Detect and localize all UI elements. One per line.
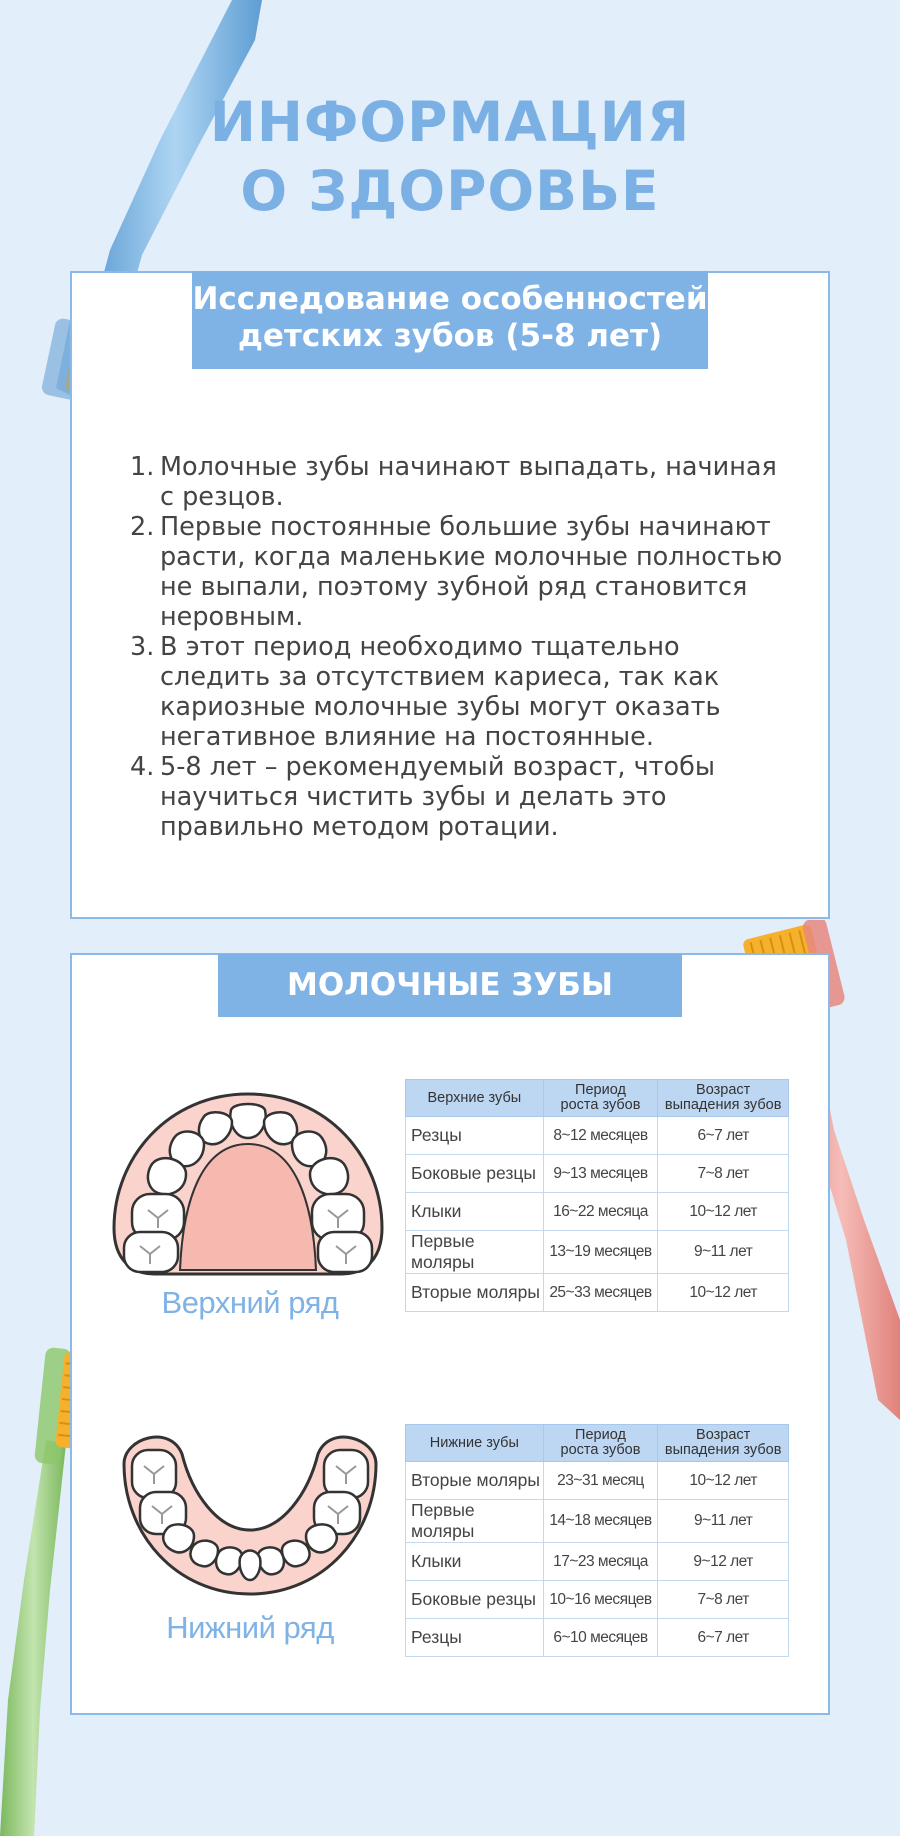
column-header: Возраст выпадения зубов: [658, 1080, 789, 1117]
table-row: [406, 1117, 789, 1155]
table-row: [406, 1193, 789, 1231]
table-row: [406, 1500, 789, 1543]
loss-age: 7~8 лет: [658, 1581, 789, 1619]
table-row: [406, 1619, 789, 1657]
loss-age: 10~12 лет: [658, 1274, 789, 1312]
list-item: [130, 452, 790, 512]
loss-age: 7~8 лет: [658, 1155, 789, 1193]
title-line-1: ИНФОРМАЦИЯ: [209, 90, 691, 154]
list-item-number: 3.: [130, 632, 155, 662]
growth-period: 14~18 месяцев: [543, 1500, 658, 1543]
growth-period: 16~22 месяца: [543, 1193, 658, 1231]
list-item: [130, 512, 790, 632]
table-row: [406, 1543, 789, 1581]
growth-period: 17~23 месяца: [543, 1543, 658, 1581]
table-row: [406, 1231, 789, 1274]
research-heading-line-1: Исследование особенностей: [192, 281, 708, 317]
research-heading: [192, 271, 708, 369]
table-header-row: [406, 1425, 789, 1462]
growth-period: 23~31 месяц: [543, 1462, 658, 1500]
tooth-name: Вторые моляры: [406, 1274, 544, 1312]
column-header: Период роста зубов: [543, 1425, 658, 1462]
loss-age: 6~7 лет: [658, 1619, 789, 1657]
page-title: [0, 88, 900, 226]
tooth-name: Клыки: [406, 1543, 544, 1581]
research-heading-line-2: детских зубов (5-8 лет): [237, 318, 663, 354]
table-header-row: [406, 1080, 789, 1117]
column-header: Возраст выпадения зубов: [658, 1425, 789, 1462]
title-line-2: О ЗДОРОВЬЕ: [240, 158, 660, 223]
lower-jaw-icon: [118, 1424, 382, 1600]
column-header: Нижние зубы: [406, 1425, 544, 1462]
growth-period: 13~19 месяцев: [543, 1231, 658, 1274]
loss-age: 10~12 лет: [658, 1462, 789, 1500]
upper-jaw-label: Верхний ряд: [161, 1285, 339, 1320]
upper-teeth-table: [405, 1079, 789, 1312]
research-list: [130, 452, 790, 842]
growth-period: 9~13 месяцев: [543, 1155, 658, 1193]
tooth-name: Резцы: [406, 1117, 544, 1155]
list-item-text: Первые постоянные большие зубы начинают расти, когда маленькие молочные полностью не выпали, поэтому зубной ряд становится неровным.: [160, 512, 783, 632]
list-item: [130, 632, 790, 752]
lower-jaw-label: Нижний ряд: [166, 1610, 334, 1645]
tooth-name: Резцы: [406, 1619, 544, 1657]
tooth-name: Клыки: [406, 1193, 544, 1231]
growth-period: 10~16 месяцев: [543, 1581, 658, 1619]
list-item-text: В этот период необходимо тщательно следить за отсутствием кариеса, так как кариозные молочные зубы могут оказать негативное влияние на постоянные.: [160, 632, 721, 752]
tooth-name: Боковые резцы: [406, 1155, 544, 1193]
column-header: Верхние зубы: [406, 1080, 544, 1117]
list-item-text: 5-8 лет – рекомендуемый возраст, чтобы научиться чистить зубы и делать это правильно методом ротации.: [160, 752, 715, 842]
table-row: [406, 1462, 789, 1500]
baby-teeth-heading: МОЛОЧНЫЕ ЗУБЫ: [218, 954, 682, 1017]
loss-age: 9~12 лет: [658, 1543, 789, 1581]
lower-teeth-table: [405, 1424, 789, 1657]
column-header: Период роста зубов: [543, 1080, 658, 1117]
table-row: [406, 1155, 789, 1193]
loss-age: 6~7 лет: [658, 1117, 789, 1155]
list-item-text: Молочные зубы начинают выпадать, начиная с резцов.: [160, 452, 777, 512]
growth-period: 8~12 месяцев: [543, 1117, 658, 1155]
list-item-number: 4.: [130, 752, 155, 782]
tooth-name: Вторые моляры: [406, 1462, 544, 1500]
list-item-number: 2.: [130, 512, 155, 542]
table-row: [406, 1581, 789, 1619]
growth-period: 6~10 месяцев: [543, 1619, 658, 1657]
table-row: [406, 1274, 789, 1312]
growth-period: 25~33 месяцев: [543, 1274, 658, 1312]
list-item: [130, 752, 790, 842]
list-item-number: 1.: [130, 452, 155, 482]
loss-age: 9~11 лет: [658, 1231, 789, 1274]
loss-age: 10~12 лет: [658, 1193, 789, 1231]
tooth-name: Первые моляры: [406, 1231, 544, 1274]
loss-age: 9~11 лет: [658, 1500, 789, 1543]
tooth-name: Боковые резцы: [406, 1581, 544, 1619]
tooth-name: Первые моляры: [406, 1500, 544, 1543]
upper-jaw-icon: [108, 1088, 388, 1278]
